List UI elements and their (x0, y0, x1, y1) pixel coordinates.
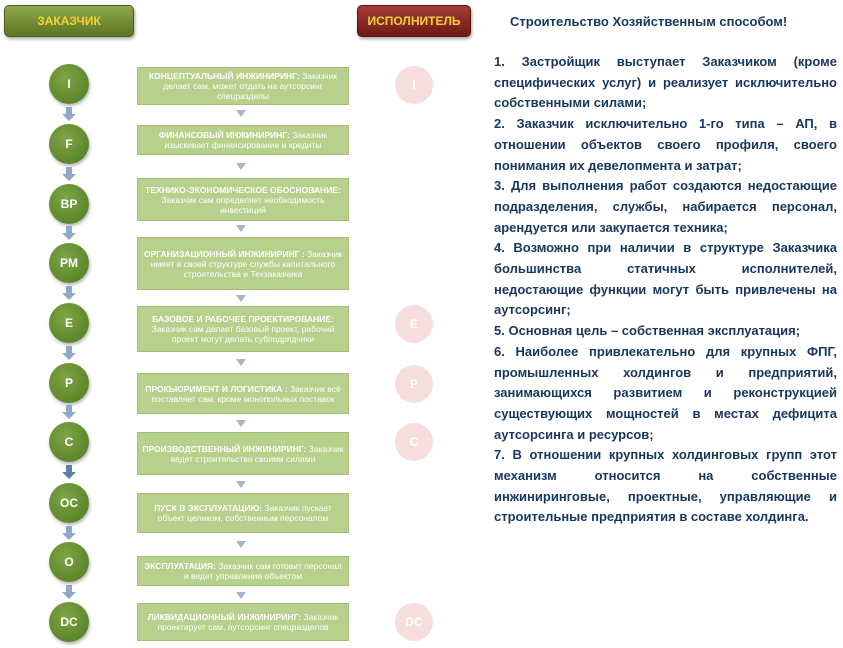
contractor-code: C (409, 435, 419, 449)
contractor-header-label: ИСПОЛНИТЕЛЬ (367, 14, 461, 28)
stage-circle-bp (49, 184, 89, 224)
box-arrow (236, 541, 246, 549)
stage-title: КОНЦЕПТУАЛЬНЫЙ ИНЖИНИРИНГ: (148, 71, 300, 81)
stage-circle-e (49, 303, 89, 343)
flow-arrow (62, 226, 76, 240)
stage-circle-i (49, 64, 89, 104)
stage-title: ЭКСПЛУАТАЦИЯ: (144, 561, 216, 571)
contractor-code: I (412, 78, 416, 92)
stage-box-c (137, 432, 349, 475)
flow-arrow (62, 405, 76, 419)
flow-arrow (62, 107, 76, 121)
box-arrow (236, 420, 246, 428)
stage-title: ОРГАНИЗАЦИОННЫЙ ИНЖИНИРИНГ : (144, 248, 305, 259)
stage-text: Заказчик изыскивает финансирование и кредиты (164, 130, 328, 150)
contractor-circle-e (395, 305, 433, 343)
flow-arrow (62, 465, 76, 479)
flow-arrow (62, 526, 76, 540)
stage-text: Заказчик всё поставляет сам, кроме монопольных поставок (151, 383, 341, 404)
contractor-circle-p (395, 365, 433, 403)
contractor-code: DC (405, 615, 423, 629)
stage-text: Заказчик сам готовит персонал и ведет управление объектом (183, 561, 342, 581)
stage-circle-f (49, 124, 89, 164)
stage-code: P (64, 376, 73, 390)
contractor-circle-c (395, 423, 433, 461)
stage-code: PM (60, 256, 78, 270)
stage-title: ПУСК В ЭКСПЛУАТАЦИЮ: (154, 503, 263, 513)
stage-circle-c (49, 422, 89, 462)
contractor-code: E (409, 317, 418, 331)
stage-title: БАЗОВОЕ И РАБОЧЕЕ ПРОЕКТИРОВАНИЕ: (152, 314, 334, 324)
stage-box-f (137, 125, 349, 155)
stage-code: O (64, 555, 74, 569)
contractor-code: P (409, 377, 418, 391)
box-arrow (236, 359, 246, 367)
stage-title: ФИНАНСОВЫЙ ИНЖИНИРИНГ: (158, 130, 290, 140)
stage-text: Заказчик имеет в своей структуре службы капитального строительства и Техзаказчика (150, 248, 342, 279)
panel-point-4: 4. Возможно при наличии в структуре Заказчика большинства статичных исполнителей, недостающие функции могут быть привлечены на аутсорсинг; (494, 240, 837, 318)
stage-box-pm (137, 237, 349, 290)
panel-point-1: 1. Застройщик выступает Заказчиком (кроме специфических услуг) и реализует исключительно собственными силами; (494, 54, 837, 111)
panel-point-6: 6. Наиболее привлекательно для крупных ФПГ, промышленных холдингов и предприятий, занимающихся развитием и реконструкцией существующих мощностей в местах дефицита аутсорсинга и ресурсов; (494, 343, 837, 442)
box-arrow (236, 481, 246, 489)
stage-code: OC (60, 496, 78, 510)
customer-header-label: ЗАКАЗЧИК (37, 14, 101, 28)
box-arrow (236, 225, 246, 233)
stage-box-dc (137, 603, 349, 641)
stage-box-o (137, 556, 349, 586)
stage-title: ПРОИЗВОДСТВЕННЫЙ ИНЖИНИРИНГ: (142, 443, 307, 454)
stage-circle-oc (49, 483, 89, 523)
stage-circle-o (49, 542, 89, 582)
stage-code: E (64, 316, 73, 330)
stage-text: Заказчик делает сам, может отдать на аутсорсинг спецразделы (163, 71, 338, 101)
stage-code: F (65, 137, 73, 151)
contractor-circle-i (395, 66, 433, 104)
flow-arrow (62, 585, 76, 599)
box-arrow (236, 295, 246, 303)
box-arrow (236, 163, 246, 171)
stage-box-e (137, 306, 349, 352)
stage-box-i (137, 67, 349, 105)
stage-text: Заказчик ведет строительство своими силами (170, 443, 344, 464)
stage-code: C (64, 435, 74, 449)
contractor-circle-dc (395, 603, 433, 641)
panel-point-2: 2. Заказчик исключительно 1-го типа – АП, в отношении объектов своего профиля, своего понимания их девелопмента и затрат; (494, 116, 837, 173)
stage-circle-dc (49, 602, 89, 642)
stage-code: BP (60, 197, 78, 211)
panel-point-7: 7. В отношении крупных холдинговых групп этот механизм относится на собственные инжиниринговые, проектные, управляющие и строительные предприятия в составе холдинга. (494, 447, 837, 525)
box-arrow (236, 592, 246, 600)
description-panel (494, 52, 837, 528)
stage-text: Заказчик сам определяет необходимость инвестиций (161, 194, 325, 215)
flow-arrow (62, 167, 76, 181)
panel-point-5: 5. Основная цель – собственная эксплуатация; (494, 323, 801, 339)
stage-title: ТЕХНИКО-ЭКОНОМИЧЕСКОЕ ОБОСНОВАНИЕ: (145, 184, 341, 195)
stage-title: ЛИКВИДАЦИОННЫЙ ИНЖИНИРИНГ: (147, 612, 302, 622)
stage-title: ПРОКЬЮРИМЕНТ И ЛОГИСТИКА : (145, 383, 288, 394)
stage-circle-p (49, 363, 89, 403)
stage-code: DC (60, 615, 78, 629)
stage-text: Заказчик проектирует сам, аутсорсинг спецразделов (157, 612, 339, 632)
stage-code: I (67, 77, 71, 91)
panel-title: Строительство Хозяйственным способом! (510, 14, 788, 29)
stage-text: Заказчик пускает объект целиком, собственным персоналом (157, 503, 332, 523)
stage-circle-pm (49, 243, 89, 283)
stage-box-oc (137, 493, 349, 533)
box-arrow (236, 110, 246, 118)
stage-text: Заказчик сам делает базовый проект, рабочий проект могут делать субподрядчики (151, 324, 335, 344)
customer-header (4, 5, 134, 37)
panel-point-3: 3. Для выполнения работ создаются недостающие подразделения, службы, набирается персонал, арендуется или закупается техника; (494, 178, 837, 235)
contractor-header (357, 5, 471, 37)
stage-box-bp (137, 178, 349, 221)
stage-box-p (137, 373, 349, 414)
flow-arrow (62, 346, 76, 360)
flow-arrow (62, 286, 76, 300)
